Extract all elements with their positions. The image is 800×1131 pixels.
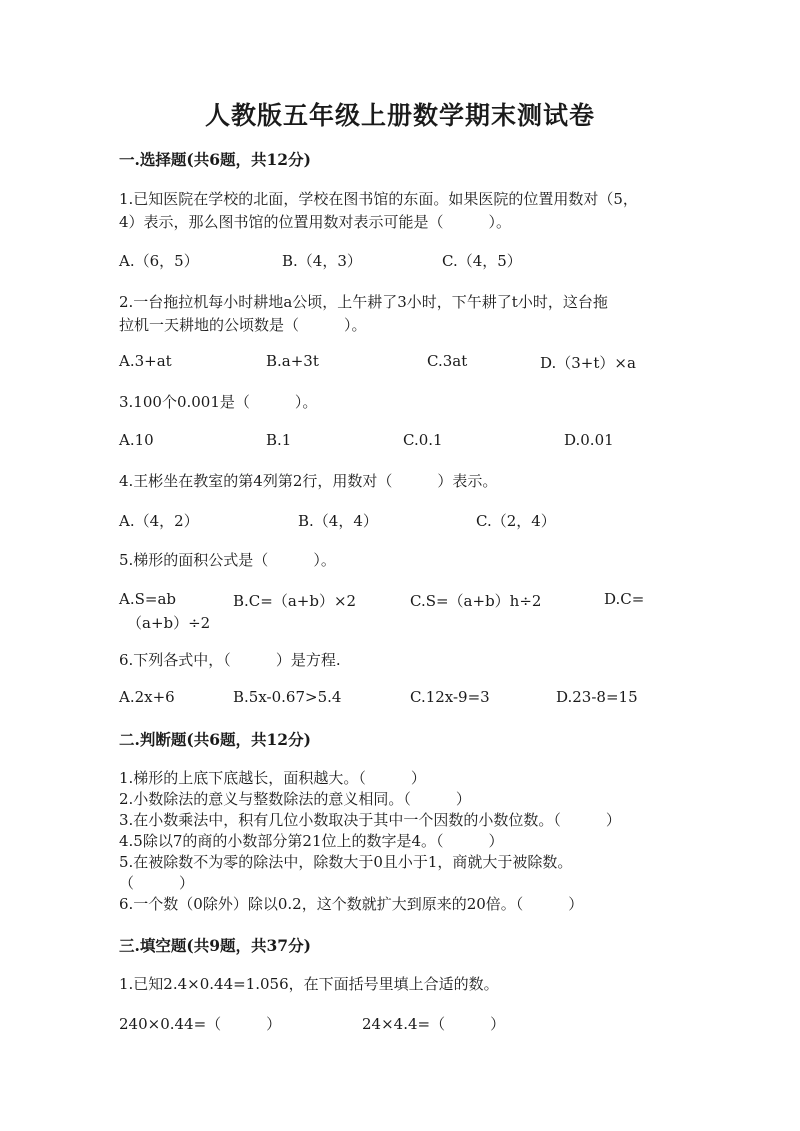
option: A.10 xyxy=(119,431,154,449)
option: A.S=ab xyxy=(119,590,176,608)
question-line: 6.下列各式中，（ ）是方程. xyxy=(119,651,341,669)
option-wrap: （a+b）÷2 xyxy=(127,614,211,632)
question-line: 拉机一天耕地的公顷数是（ ）。 xyxy=(119,316,367,334)
option: B.（4，4） xyxy=(298,512,378,530)
question-line: 1.已知2.4×0.44=1.056，在下面括号里填上合适的数。 xyxy=(119,975,499,993)
section-heading-fill: 三.填空题(共9题，共37分) xyxy=(119,936,311,955)
option: A.2x+6 xyxy=(119,688,175,706)
fill-blank: 240×0.44=（ ） xyxy=(119,1015,282,1033)
option: D.23-8=15 xyxy=(556,688,638,706)
judge-item: 5.在被除数不为零的除法中，除数大于0且小于1，商就大于被除数。 xyxy=(119,853,573,871)
question-line: 4.王彬坐在教室的第4列第2行，用数对（ ）表示。 xyxy=(119,472,498,490)
judge-item: （ ） xyxy=(119,874,195,892)
page-title: 人教版五年级上册数学期末测试卷 xyxy=(204,101,595,130)
option: C.（4，5） xyxy=(442,252,522,270)
option: D.C= xyxy=(604,590,645,608)
option: B.1 xyxy=(266,431,292,449)
question-line: 1.已知医院在学校的北面，学校在图书馆的东面。如果医院的位置用数对（5， xyxy=(119,190,638,208)
option: D.0.01 xyxy=(564,431,614,449)
question-line: 3.100个0.001是（ ）。 xyxy=(119,393,318,411)
option: A.（4，2） xyxy=(119,512,199,530)
judge-item: 2.小数除法的意义与整数除法的意义相同。（ ） xyxy=(119,790,471,808)
option: B.（4，3） xyxy=(282,252,362,270)
question-line: 4）表示，那么图书馆的位置用数对表示可能是（ ）。 xyxy=(119,213,512,231)
question-line: 5.梯形的面积公式是（ ）。 xyxy=(119,551,336,569)
fill-blank: 24×4.4=（ ） xyxy=(362,1015,506,1033)
option: B.C=（a+b）×2 xyxy=(233,592,357,610)
judge-item: 4.5除以7的商的小数部分第21位上的数字是4。（ ） xyxy=(119,832,504,850)
option: B.5x-0.67>5.4 xyxy=(233,688,342,706)
option: C.0.1 xyxy=(403,431,443,449)
option: C.3at xyxy=(427,352,468,370)
option: A.（6，5） xyxy=(119,252,199,270)
section-heading-choice: 一.选择题(共6题，共12分) xyxy=(119,150,311,169)
option: A.3+at xyxy=(119,352,172,370)
judge-item: 1.梯形的上底下底越长，面积越大。（ ） xyxy=(119,769,426,787)
judge-item: 3.在小数乘法中，积有几位小数取决于其中一个因数的小数位数。（ ） xyxy=(119,811,621,829)
judge-item: 6.一个数（0除外）除以0.2，这个数就扩大到原来的20倍。（ ） xyxy=(119,895,584,913)
section-heading-judge: 二.判断题(共6题，共12分) xyxy=(119,730,311,749)
option: C.S=（a+b）h÷2 xyxy=(410,592,542,610)
option: C.（2，4） xyxy=(476,512,556,530)
option: C.12x-9=3 xyxy=(410,688,490,706)
option: D.（3+t）×a xyxy=(540,354,636,372)
question-line: 2.一台拖拉机每小时耕地a公顷，上午耕了3小时，下午耕了t小时，这台拖 xyxy=(119,293,608,311)
option: B.a+3t xyxy=(266,352,319,370)
